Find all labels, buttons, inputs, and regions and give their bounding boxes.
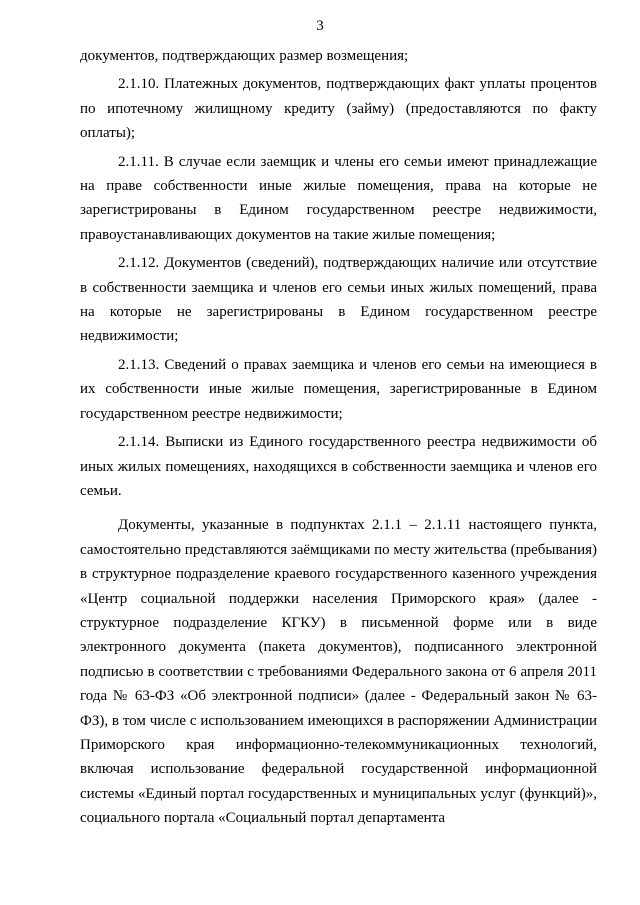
paragraph-2-1-13: 2.1.13. Сведений о правах заемщика и членов его семьи на имеющиеся в их собственности иные жилые помещения, зарегистрированные в Едином государственном реестре недвижимости;: [80, 356, 597, 422]
page-number: 3: [316, 18, 324, 34]
paragraph-2-1-14: 2.1.14. Выписки из Единого государственного реестра недвижимости об иных жилых помещениях, находящихся в собственности заемщика и членов его семьи.: [80, 434, 597, 499]
paragraph-2-1-11: 2.1.11. В случае если заемщик и члены его семьи имеют принадлежащие на праве собственности иные жилые помещения, права на которые не зарегистрированы в Едином государственном реестре недвижимости, правоустанавливающих документов на такие жилые помещения;: [80, 153, 597, 243]
paragraph-2-1-10: 2.1.10. Платежных документов, подтверждающих факт уплаты процентов по ипотечному жилищному кредиту (займу) (предоставляются по факту оплаты);: [80, 76, 597, 142]
paragraph-documents: Документы, указанные в подпунктах 2.1.1 – 2.1.11 настоящего пункта, самостоятельно представляются заёмщиками по месту жительства (пребывания) в структурное подразделение краевого государственного казенного учреждения «Центр социальной поддержки населения Приморского края» (далее - структурное подразделение КГКУ) в письменной форме или в виде электронного документа (пакета документов), подписанного электронной подписью в соответствии с требованиями Федерального закона от 6 апреля 2011 года № 63-ФЗ «Об электронной подписи» (далее - Федеральный закон № 63-ФЗ), в том числе с использованием имеющихся в распоряжении Администрации Приморского края информационно-телекоммуникационных технологий, включая использование федеральной государственной информационной системы «Единый портал государственных и муниципальных услуг (функций)», социального портала «Социальный портал департамента: [80, 517, 597, 827]
document-body: [80, 44, 597, 831]
paragraph-continuation: документов, подтверждающих размер возмещения;: [80, 48, 409, 64]
paragraph-2-1-12: 2.1.12. Документов (сведений), подтверждающих наличие или отсутствие в собственности заемщика и членов его семьи иных жилых помещений, права на которые не зарегистрированы в Едином государственном реестре недвижимости;: [80, 255, 597, 345]
